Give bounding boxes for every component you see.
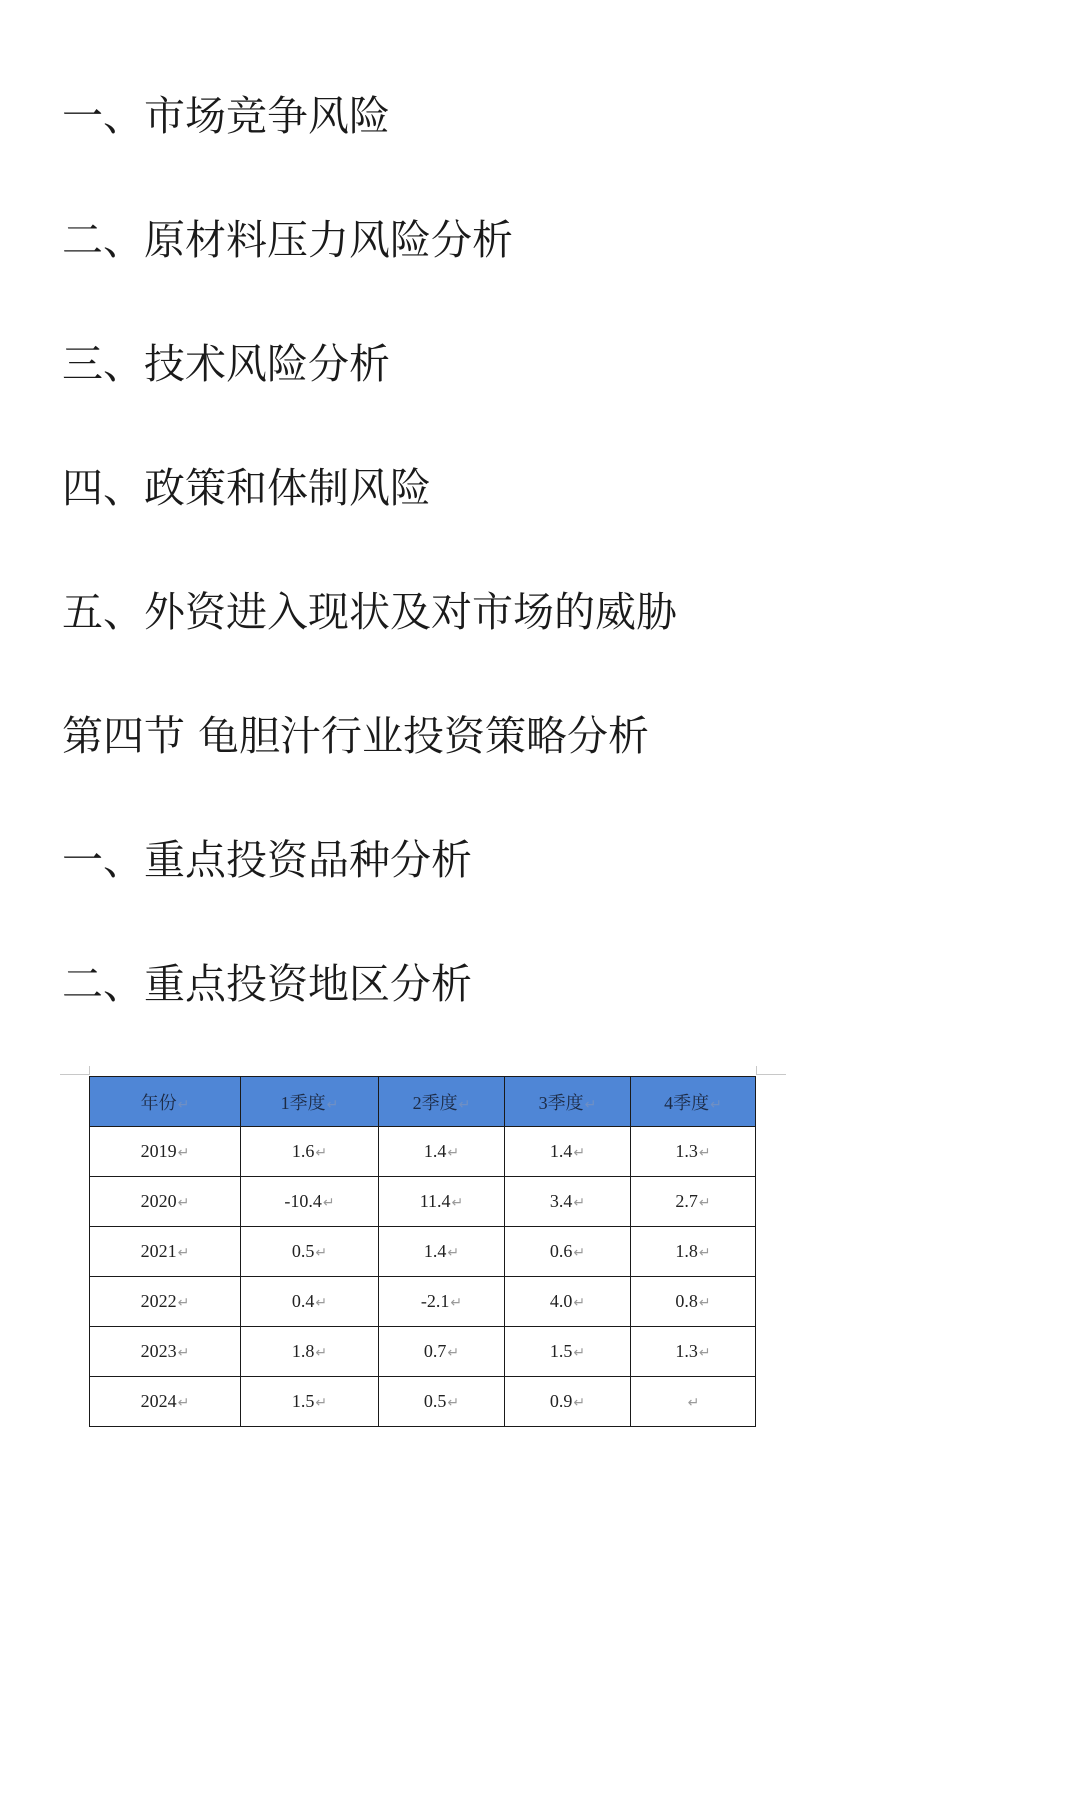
table-cell: 4.0↵	[505, 1277, 631, 1327]
table-cell: ↵	[631, 1377, 756, 1427]
table-cell: 0.8↵	[631, 1277, 756, 1327]
table-cell: 1.3↵	[631, 1327, 756, 1377]
table-cell: 2021↵	[90, 1227, 241, 1277]
table-cell: 2020↵	[90, 1177, 241, 1227]
table-cell: 3.4↵	[505, 1177, 631, 1227]
table-row	[90, 1177, 756, 1227]
table-row	[90, 1227, 756, 1277]
crop-mark	[756, 1074, 786, 1075]
table-header-row	[90, 1077, 756, 1127]
heading-key-products: 一、重点投资品种分析	[62, 836, 472, 884]
heading-section-four-strategy: 第四节 龟胆汁行业投资策略分析	[62, 712, 650, 760]
quarterly-data-table	[89, 1076, 756, 1427]
table-cell: 1.4↵	[379, 1127, 505, 1177]
table-cell: 0.5↵	[379, 1377, 505, 1427]
table-cell: 1.8↵	[241, 1327, 379, 1377]
table-cell: 2.7↵	[631, 1177, 756, 1227]
heading-foreign-capital-threat: 五、外资进入现状及对市场的威胁	[62, 588, 677, 636]
heading-policy-risk: 四、政策和体制风险	[62, 464, 431, 512]
table-cell: 2022↵	[90, 1277, 241, 1327]
table-cell: 2023↵	[90, 1327, 241, 1377]
table-cell: -2.1↵	[379, 1277, 505, 1327]
column-header: 年份↵	[90, 1077, 241, 1127]
column-header: 1季度↵	[241, 1077, 379, 1127]
table-cell: 1.3↵	[631, 1127, 756, 1177]
table-cell: 0.4↵	[241, 1277, 379, 1327]
table-cell: 1.4↵	[505, 1127, 631, 1177]
table-cell: 0.9↵	[505, 1377, 631, 1427]
heading-technology-risk: 三、技术风险分析	[62, 340, 390, 388]
table-cell: 2019↵	[90, 1127, 241, 1177]
column-header: 2季度↵	[379, 1077, 505, 1127]
table-cell: 2024↵	[90, 1377, 241, 1427]
table-row	[90, 1127, 756, 1177]
table-cell: 1.5↵	[505, 1327, 631, 1377]
heading-market-competition-risk: 一、市场竞争风险	[62, 92, 390, 140]
crop-mark	[89, 1066, 90, 1075]
table-cell: 0.5↵	[241, 1227, 379, 1277]
table-cell: 1.6↵	[241, 1127, 379, 1177]
table-cell: 0.7↵	[379, 1327, 505, 1377]
table-cell: -10.4↵	[241, 1177, 379, 1227]
table-cell: 1.5↵	[241, 1377, 379, 1427]
quarterly-table-container	[60, 1066, 786, 1446]
table-row	[90, 1377, 756, 1427]
table-cell: 0.6↵	[505, 1227, 631, 1277]
heading-key-regions: 二、重点投资地区分析	[62, 960, 472, 1008]
heading-raw-material-risk: 二、原材料压力风险分析	[62, 216, 513, 264]
table-cell: 1.8↵	[631, 1227, 756, 1277]
column-header: 3季度↵	[505, 1077, 631, 1127]
crop-mark	[60, 1074, 90, 1075]
table-row	[90, 1327, 756, 1377]
table-cell: 11.4↵	[379, 1177, 505, 1227]
column-header: 4季度↵	[631, 1077, 756, 1127]
heading-list	[62, 84, 1022, 1076]
table-row	[90, 1277, 756, 1327]
table-cell: 1.4↵	[379, 1227, 505, 1277]
crop-mark	[756, 1066, 757, 1075]
